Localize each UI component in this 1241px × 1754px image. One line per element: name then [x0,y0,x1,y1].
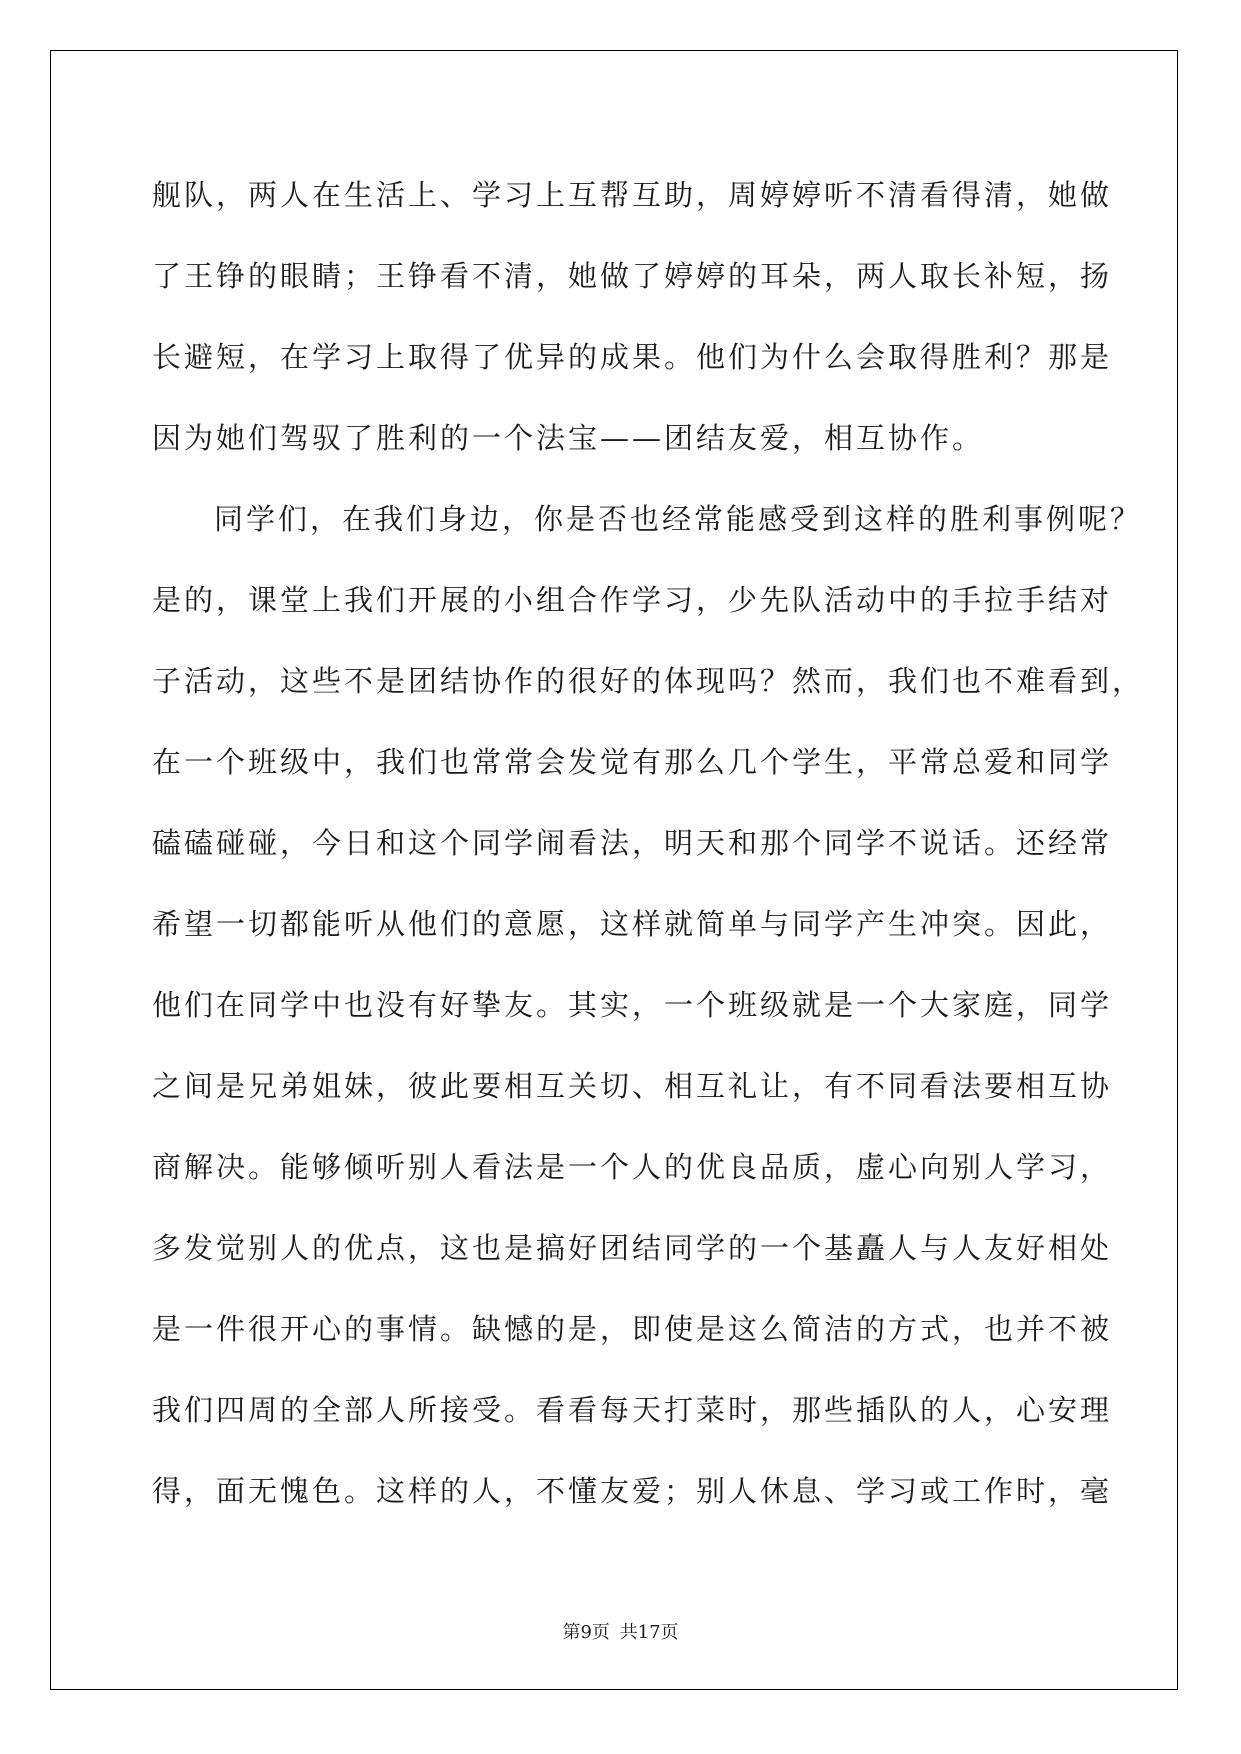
text-line: 长避短，在学习上取得了优异的成果。他们为什么会取得胜利？那是 [152,340,1113,374]
document-body [152,160,1145,1537]
text-line: 我们四周的全部人所接受。看看每天打菜时，那些插队的人，心安理 [152,1393,1113,1427]
text-line: 多发觉别人的优点，这也是搞好团结同学的一个基矗人与人友好相处 [152,1231,1113,1265]
text-line: 子活动，这些不是团结协作的很好的体现吗？然而，我们也不难看到， [152,664,1145,698]
text-line-paragraph-start: 同学们，在我们身边，你是否也经常能感受到这样的胜利事例呢？ [214,502,1143,536]
page-number: 第9页 [562,1622,610,1643]
text-line: 舰队，两人在生活上、学习上互帮互助，周婷婷听不清看得清，她做 [152,178,1113,212]
text-line: 在一个班级中，我们也常常会发觉有那么几个学生，平常总爱和同学 [152,745,1113,779]
text-line: 希望一切都能听从他们的意愿，这样就简单与同学产生冲突。因此， [152,907,1113,941]
text-line: 了王铮的眼睛；王铮看不清，她做了婷婷的耳朵，两人取长补短，扬 [152,259,1113,293]
text-line: 是的，课堂上我们开展的小组合作学习，少先队活动中的手拉手结对 [152,583,1113,617]
text-line: 得，面无愧色。这样的人，不懂友爱；别人休息、学习或工作时，毫 [152,1474,1113,1508]
text-line: 是一件很开心的事情。缺憾的是，即使是这么简洁的方式，也并不被 [152,1312,1113,1346]
text-line: 因为她们驾驭了胜利的一个法宝——团结友爱，相互协作。 [152,421,985,455]
text-line: 他们在同学中也没有好挚友。其实，一个班级就是一个大家庭，同学 [152,988,1113,1022]
text-line: 磕磕碰碰，今日和这个同学闹看法，明天和那个同学不说话。还经常 [152,826,1113,860]
page-total: 共17页 [619,1622,679,1643]
page-footer [0,1618,1241,1644]
text-line: 之间是兄弟姐妹，彼此要相互关切、相互礼让，有不同看法要相互协 [152,1069,1113,1103]
text-line: 商解决。能够倾听别人看法是一个人的优良品质，虚心向别人学习， [152,1150,1113,1184]
